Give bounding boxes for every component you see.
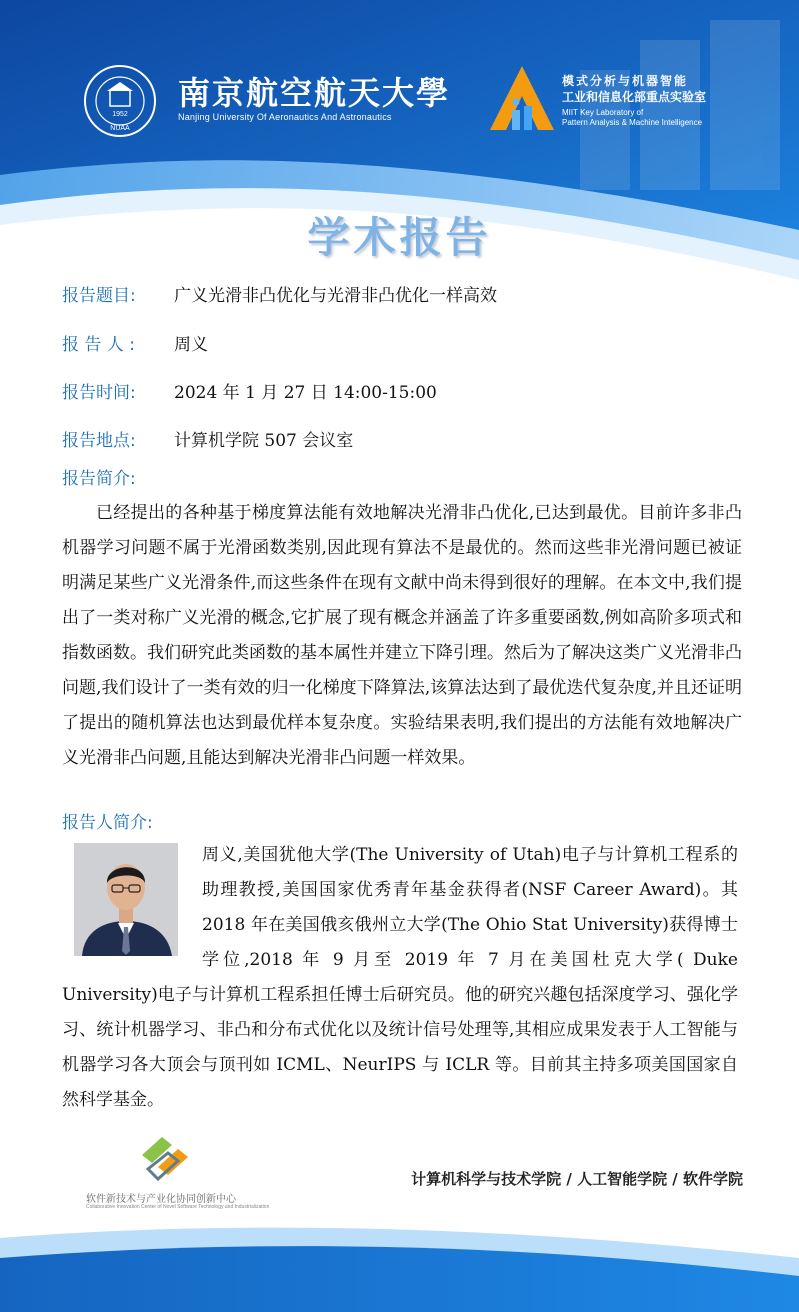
- footer-wave: [0, 1218, 799, 1312]
- bio-text: 周义,美国犹他大学(The University of Utah)电子与计算机工程系的助理教授,美国国家优秀青年基金获得者(NSF Career Award)。其 2018 年在美国俄亥俄州立大学(The Ohio Stat University)获得博士学位,2018 年 9 月至 2019 年 7 月在美国杜克大学( Duke University)电子与计算机工程系担任博士后研究员。他的研究兴趣包括深度学习、强化学习、统计机器学习、非凸和分布式优化以及统计信号处理等,其相应成果发表于人工智能与机器学习各大顶会与顶刊如 ICML、NeurIPS 与 ICLR 等。目前其主持多项美国国家自然科学基金。: [62, 845, 738, 1110]
- abstract-text: 已经提出的各种基于梯度算法能有效地解决光滑非凸优化,已达到最优。目前许多非凸机器学习问题不属于光滑函数类别,因此现有算法不是最优的。然而这些非光滑问题已被证明满足某些广义光滑条件,而这些条件在现有文献中尚未得到很好的理解。在本文中,我们提出了一类对称广义光滑的概念,它扩展了现有概念并涵盖了许多重要函数,例如高阶多项式和指数函数。我们研究此类函数的基本属性并建立下降引理。然后为了解决这类广义光滑非凸问题,我们设计了一类有效的归一化梯度下降算法,该算法达到了最优迭代复杂度,并且还证明了提出的随机算法也达到最优样本复杂度。实验结果表明,我们提出的方法能有效地解决广义光滑非凸问题,且能达到解决光滑非凸问题一样效果。: [62, 503, 742, 768]
- university-name-cn: 南京航空航天大學: [178, 74, 451, 112]
- speaker-row: [62, 330, 208, 355]
- bio-paragraph: [62, 838, 738, 1118]
- seal-year: 1952: [112, 111, 128, 118]
- speaker-value: 周义: [174, 335, 208, 355]
- lab-name-en-line1: MIIT Key Laboratory of: [562, 108, 644, 117]
- school-names: 计算机科学与技术学院 / 人工智能学院 / 软件学院: [411, 1170, 743, 1188]
- university-name-en: Nanjing University Of Aeronautics And Astronautics: [178, 112, 392, 122]
- university-seal-icon: [83, 64, 157, 138]
- time-value: 2024 年 1 月 27 日 14:00-15:00: [174, 383, 437, 403]
- lab-name-cn-line2: 工业和信息化部重点实验室: [562, 90, 707, 104]
- time-row: [62, 378, 437, 403]
- innovation-center-logo-icon: [138, 1133, 192, 1187]
- center-name-cn: 软件新技术与产业化协同创新中心: [86, 1194, 236, 1205]
- speaker-label: 报 告 人 :: [62, 335, 135, 355]
- bio-label: 报告人简介:: [62, 813, 153, 833]
- topic-value: 广义光滑非凸优化与光滑非凸优化一样高效: [174, 286, 497, 306]
- topic-label: 报告题目:: [62, 286, 136, 306]
- center-name-en: Collaborative Innovation Center of Novel Software Technology and Industrialization: [86, 1204, 270, 1210]
- lab-logo-icon: [486, 62, 558, 134]
- time-label: 报告时间:: [62, 383, 136, 403]
- place-row: [62, 426, 353, 451]
- place-label: 报告地点:: [62, 431, 136, 451]
- seal-letters: NUAA: [110, 125, 130, 132]
- lab-name-en-line2: Pattern Analysis & Machine Intelligence: [562, 118, 703, 127]
- abstract-label: 报告简介:: [62, 469, 136, 489]
- place-value: 计算机学院 507 会议室: [174, 431, 354, 451]
- page-title: 学术报告: [307, 213, 492, 262]
- topic-row: [62, 281, 497, 306]
- lab-name-cn-line1: 模式分析与机器智能: [562, 74, 689, 88]
